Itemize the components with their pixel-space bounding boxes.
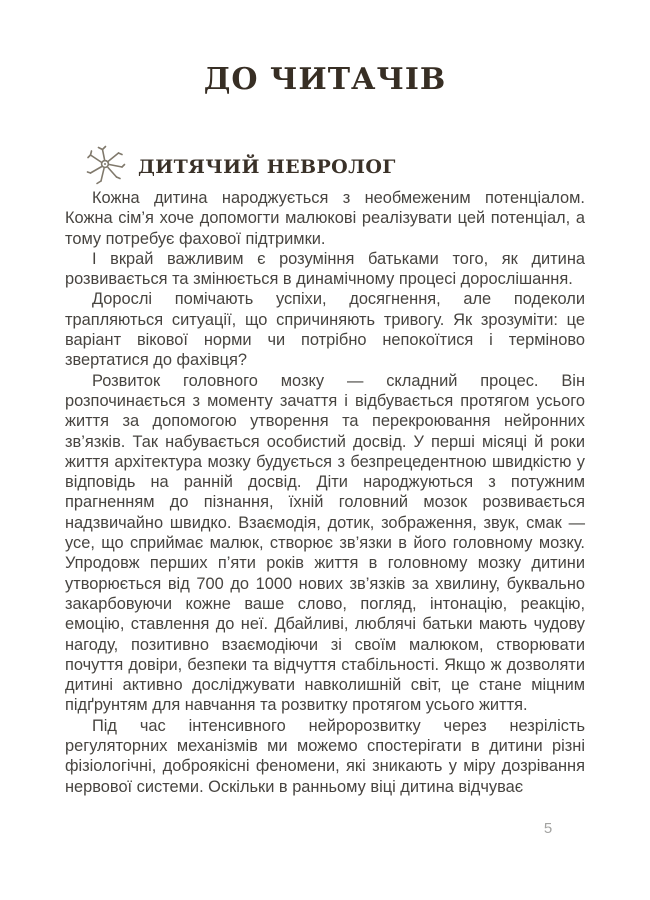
neuron-icon — [86, 144, 126, 186]
paragraph: Дорослі помічають успіхи, досягнення, але подеколи трапляються ситуації, що спричиняють тривогу. Як зрозуміти: це варіант вікової норми чи потрібно непокоїтися і терміново звертатися до фахівця? — [65, 290, 585, 370]
paragraph: І вкрай важливим є розуміння батьками того, як дитина розвивається та змінюється в динамічному процесі дорослішання. — [65, 249, 585, 289]
section-heading-row — [86, 148, 650, 186]
body-text — [65, 188, 585, 797]
section-heading: ДИТЯЧИЙ НЕВРОЛОГ — [138, 156, 396, 178]
page-number: 5 — [543, 820, 553, 837]
paragraph: Кожна дитина народжується з необмеженим потенціалом. Кожна сім’я хоче допомогти малюкові реалізувати цей потенціал, а тому потребує фахової підтримки. — [65, 189, 585, 248]
paragraph: Розвиток головного мозку — складний процес. Він розпочинається з моменту зачаття і відбувається протягом усього життя за допомогою утворення та перекроювання нейронних зв’язків. Так набувається особистий досвід. У перші місяці й роки життя архітектура мозку будується з безпрецедентною швидкістю у відповідь на ранній досвід. Діти народжуються з потужним прагненням до пізнання, їхній головний мозок розвивається надзвичайно швидко. Взаємодія, дотик, зображення, звук, смак — усе, що сприймає малюк, створює зв’язки в його головному мозку. Упродовж перших п’яти років життя в головному мозку дитини утворюється від 700 до 1000 нових зв’язків за хвилину, буквально закарбовуючи кожне ваше слово, погляд, інтонацію, реакцію, емоцію, ставлення до неї. Дбайливі, люблячі батьки мають чудову нагоду, позитивно взаємодіючи зі своїм малюком, створювати почуття довіри, безпеки та відчуття стабільності. Якщо ж дозволяти дитині активно досліджувати навколишній світ, це стане міцним підґрунтям для навчання та розвитку протягом усього життя. — [65, 371, 585, 715]
page-title: ДО ЧИТАЧІВ — [203, 62, 447, 97]
paragraph: Під час інтенсивного нейророзвитку через незрілість регуляторних механізмів ми можемо спостерігати в дитини різні фізіологічні, доброякісні феномени, які зникають у міру дозрівання нервової системи. Оскільки в ранньому віці дитина відчуває — [65, 716, 585, 796]
